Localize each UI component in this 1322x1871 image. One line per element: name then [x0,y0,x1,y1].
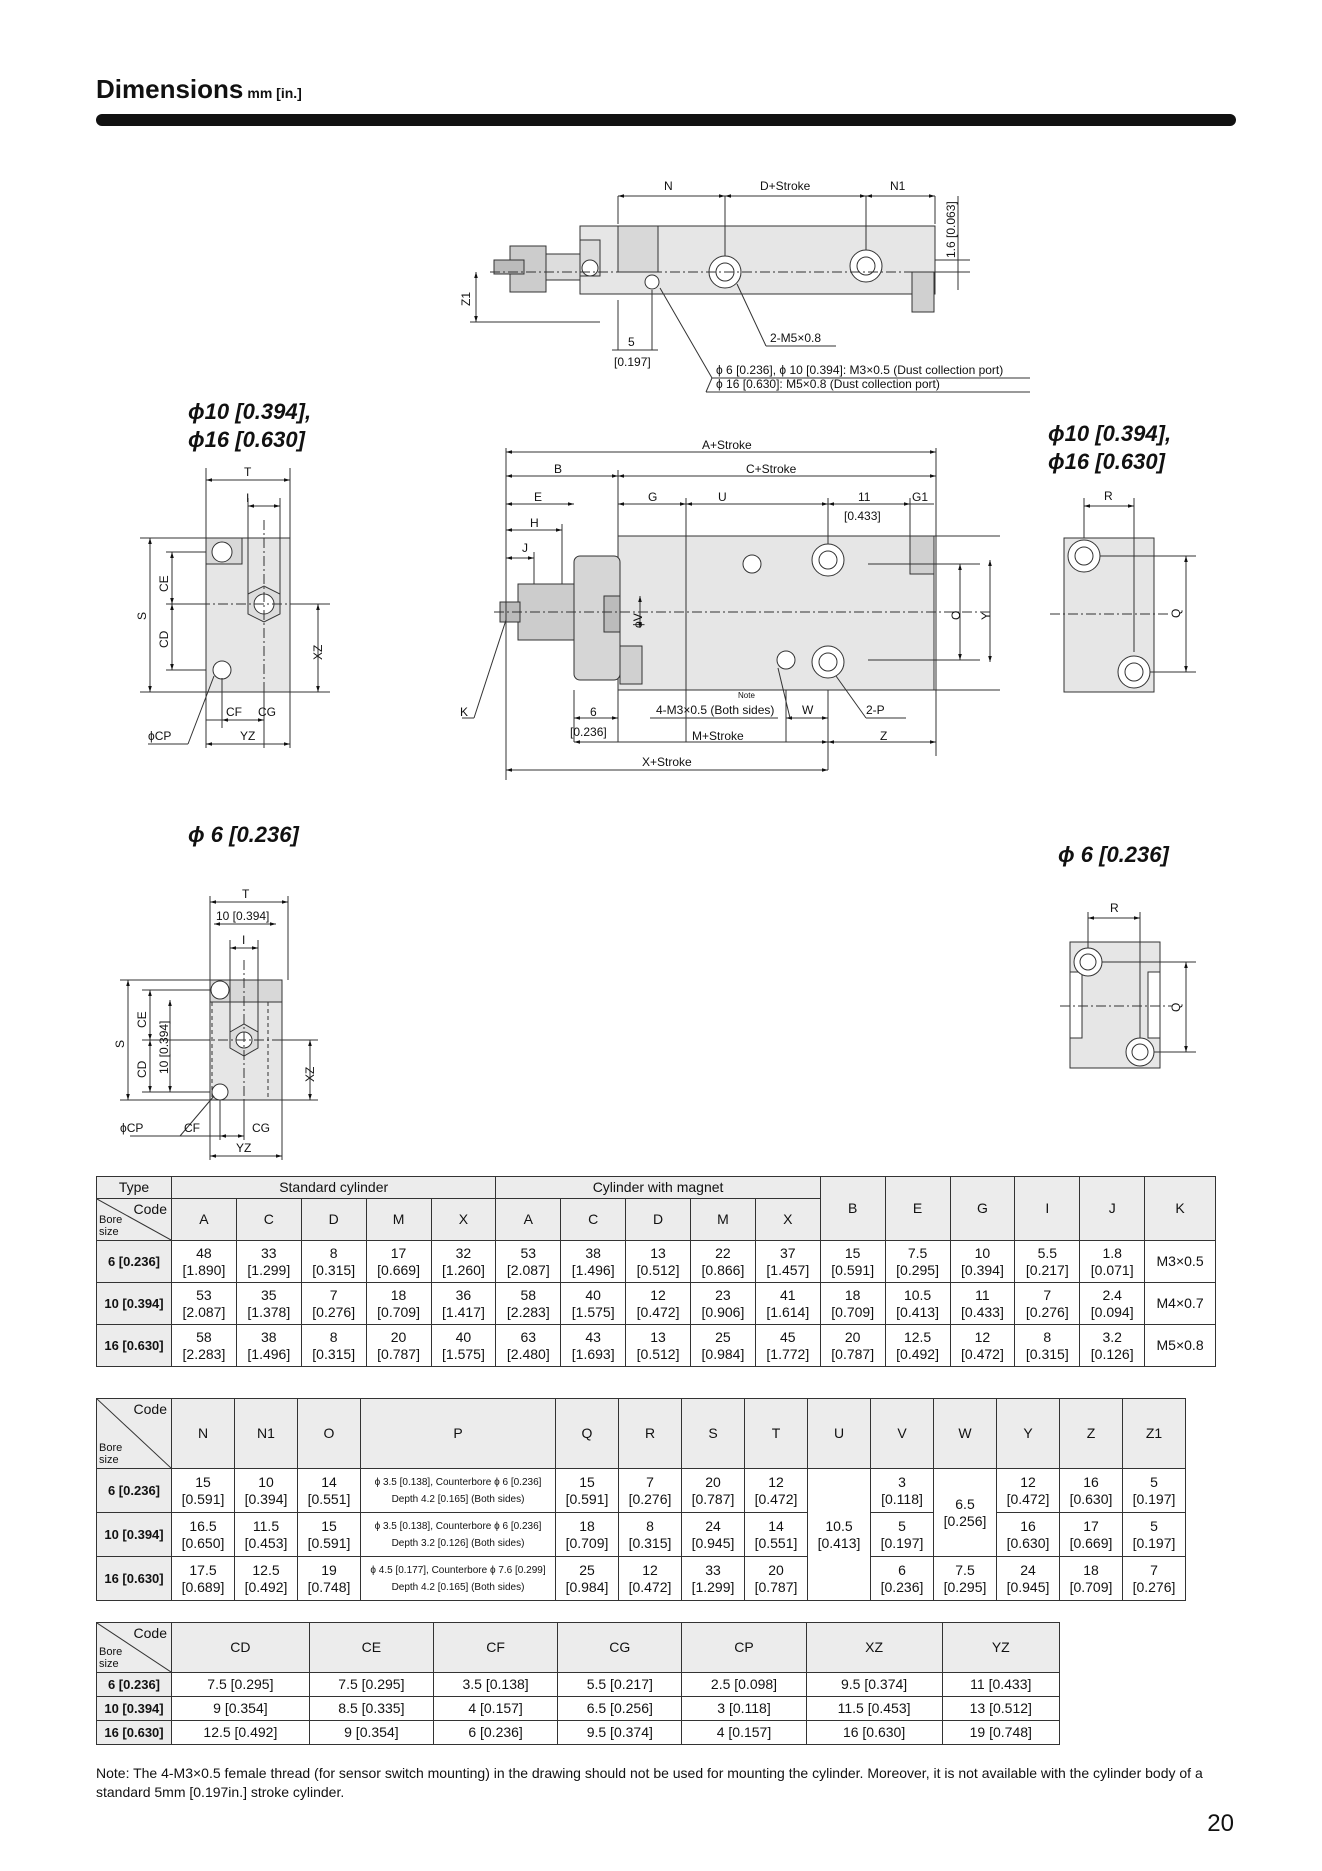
table-cell: 19 [0.748] [298,1557,361,1601]
table-cell: 12 [0.472] [619,1557,682,1601]
col-header-mag-D: D [626,1199,691,1241]
table-cell: 2.4 [0.094] [1080,1283,1145,1325]
table-cell: 45 [1.772] [755,1325,820,1367]
bore-size-cell: 6 [0.236] [97,1469,172,1513]
label-bore-6-left: ϕ 6 [0.236] [188,822,299,847]
dim-five: 5 [628,335,635,349]
col-header-Z: Z [1060,1399,1123,1469]
table-cell: 13 [0.512] [626,1325,691,1367]
dim-S-b6: S [113,1039,127,1048]
col-header-B: B [820,1177,885,1241]
bore-size-cell: 16 [0.630] [97,1721,172,1745]
table-cell: 41 [1.614] [755,1283,820,1325]
bore-size-cell: 6 [0.236] [97,1241,172,1283]
table-cell: 24 [0.945] [997,1557,1060,1601]
dim-CP-b6: ϕCP [120,1121,144,1135]
table-cell: 58 [2.283] [172,1325,237,1367]
dim-YZ-b6: YZ [236,1141,252,1155]
table-cell: ϕ 4.5 [0.177], Counterbore ϕ 7.6 [0.299] Depth 4.2 [0.165] (Both sides) [361,1557,556,1601]
table-cell: 17 [0.669] [366,1241,431,1283]
table1-body [97,1177,1216,1367]
dim-CF-b6: CF [184,1121,200,1135]
table-cell: 5 [0.197] [1123,1513,1186,1557]
col-header-R: R [619,1399,682,1469]
col-header-K: K [1145,1177,1216,1241]
right-side-drawing [1050,489,1196,692]
table-cell: 6 [0.236] [871,1557,934,1601]
dim-G1: G1 [912,490,929,504]
dim-1-6: 1.6 [0.063] [944,201,958,258]
table-cell: 3.5 [0.138] [433,1673,557,1697]
table-cell: 15 [0.591] [298,1513,361,1557]
table-cell: 20 [0.787] [366,1325,431,1367]
table-cell: 15 [0.591] [820,1241,885,1283]
title-unit: mm [in.] [247,85,302,101]
label-4-m3: 4-M3×0.5 (Both sides) [656,703,775,717]
table-cell: 10 [0.394] [950,1241,1015,1283]
dim-K: K [460,705,469,719]
table-cell: 58 [2.283] [496,1283,561,1325]
dim-6-in: [0.236] [570,725,607,739]
col-header-CE: CE [309,1623,433,1673]
table-cell: 38 [1.496] [236,1325,301,1367]
table-cell: 17 [0.669] [1060,1513,1123,1557]
table-cell: 17.5 [0.689] [172,1557,235,1601]
table-cell: 53 [2.087] [496,1241,561,1283]
dim-R-b6: R [1110,901,1119,915]
label-bore-10-16-left: ϕ10 [0.394], ϕ16 [0.630] [188,399,312,452]
table-row [97,1721,1060,1745]
table-row [97,1283,1216,1325]
table-row [97,1513,1186,1557]
code-label: Code [133,1401,167,1417]
dim-CD-b6: CD [135,1060,149,1078]
table-cell: 15 [0.591] [556,1469,619,1513]
table-cell: 4 [0.157] [682,1721,806,1745]
col-header-N1: N1 [235,1399,298,1469]
dim-R: R [1104,489,1113,503]
table-cell: 5.5 [0.217] [558,1673,682,1697]
magnet-cylinder-header: Cylinder with magnet [496,1177,820,1199]
col-header-YZ: YZ [942,1623,1059,1673]
dim-T-b6: T [242,887,250,901]
table-cell: 25 [0.984] [556,1557,619,1601]
col-header-mag-C: C [561,1199,626,1241]
table-cell: 7.5 [0.295] [309,1673,433,1697]
dimension-table-2 [96,1398,1186,1601]
label-dust-port-1: ϕ 6 [0.236], ϕ 10 [0.394]: M3×0.5 (Dust collection port) [716,363,1004,377]
table-cell: 20 [0.787] [682,1469,745,1513]
dim-N: N [664,179,673,193]
table-cell: 10.5 [0.413] [885,1283,950,1325]
dim-X-stroke: X+Stroke [642,755,692,769]
table-cell: M5×0.8 [1145,1325,1216,1367]
table-cell: 8 [0.315] [619,1513,682,1557]
col-header-CF: CF [433,1623,557,1673]
col-header-CP: CP [682,1623,806,1673]
table3-body [97,1623,1060,1745]
col-header-Y: Y [997,1399,1060,1469]
bore-size-cell: 10 [0.394] [97,1283,172,1325]
page-number: 20 [1207,1810,1234,1837]
table-row [97,1325,1216,1367]
col-header-I: I [1015,1177,1080,1241]
table-cell: 7.5 [0.295] [172,1673,310,1697]
table-cell: 8 [0.315] [301,1325,366,1367]
table-cell: 7.5 [0.295] [934,1557,997,1601]
table-cell: 12 [0.472] [997,1469,1060,1513]
col-header-std-X: X [431,1199,496,1241]
cell-U-merged: 10.5 [0.413] [808,1469,871,1601]
table-cell: 18 [0.709] [366,1283,431,1325]
table-cell: 11 [0.433] [950,1283,1015,1325]
table-cell: 22 [0.866] [691,1241,756,1283]
table-cell: 11.5 [0.453] [235,1513,298,1557]
table-cell: 1.8 [0.071] [1080,1241,1145,1283]
title-text: Dimensions [96,74,244,104]
dim-6: 6 [590,705,597,719]
label-note-small: Note [738,691,755,700]
dim-five-in: [0.197] [614,355,651,369]
col-header-mag-M: M [691,1199,756,1241]
dim-Q-b6: Q [1169,1002,1183,1012]
dim-N1: N1 [890,179,906,193]
table-cell: ϕ 3.5 [0.138], Counterbore ϕ 6 [0.236] Depth 3.2 [0.126] (Both sides) [361,1513,556,1557]
col-header-G: G [950,1177,1015,1241]
dim-E: E [534,490,543,504]
dim-W: W [802,703,814,717]
col-header-V: V [871,1399,934,1469]
table-cell: 9 [0.354] [309,1721,433,1745]
col-header-CD: CD [172,1623,310,1673]
table-cell: 13 [0.512] [942,1697,1059,1721]
dim-Q: Q [1169,608,1183,618]
table-cell: 12.5 [0.492] [172,1721,310,1745]
table-cell: 7.5 [0.295] [885,1241,950,1283]
label-2-m5: 2-M5×0.8 [770,331,822,345]
table-cell: 35 [1.378] [236,1283,301,1325]
top-view-drawing [459,179,1030,392]
bore-size-cell: 10 [0.394] [97,1697,172,1721]
table-cell: 8 [0.315] [1015,1325,1080,1367]
dim-CG: CG [258,705,276,719]
table-cell: 12 [0.472] [950,1325,1015,1367]
table-cell: 18 [0.709] [1060,1557,1123,1601]
table-cell: 37 [1.457] [755,1241,820,1283]
table-cell: 5.5 [0.217] [1015,1241,1080,1283]
table-cell: 8 [0.315] [301,1241,366,1283]
dim-CD: CD [157,630,171,648]
bore-size-cell: 10 [0.394] [97,1513,172,1557]
table-cell: 9.5 [0.374] [558,1721,682,1745]
table-cell: 6.5 [0.256] [558,1697,682,1721]
dim-Z: Z [880,729,888,743]
dim-Y: Y [979,611,993,620]
dim-T: T [244,465,252,479]
dimension-table-1 [96,1176,1216,1367]
table-cell: 9.5 [0.374] [806,1673,942,1697]
dim-CG-b6: CG [252,1121,270,1135]
table-cell: 38 [1.496] [561,1241,626,1283]
table-cell: 12.5 [0.492] [885,1325,950,1367]
bore-size-cell: 16 [0.630] [97,1325,172,1367]
table-cell: 16 [0.630] [1060,1469,1123,1513]
dim-M-stroke: M+Stroke [692,729,744,743]
table-cell: 63 [2.480] [496,1325,561,1367]
col-header-J: J [1080,1177,1145,1241]
table-row [97,1241,1216,1283]
dim-A-stroke: A+Stroke [702,438,752,452]
dim-CP: ϕCP [148,729,172,743]
table-cell: M4×0.7 [1145,1283,1216,1325]
table-cell: 3 [0.118] [871,1469,934,1513]
table-cell: 48 [1.890] [172,1241,237,1283]
table-cell: 7 [0.276] [1123,1557,1186,1601]
code-label: Code [133,1201,167,1217]
dim-Z1: Z1 [459,291,473,306]
bore-size-cell: 16 [0.630] [97,1557,172,1601]
col-header-std-C: C [236,1199,301,1241]
dim-10v-b6: 10 [0.394] [157,1020,171,1074]
col-header-N: N [172,1399,235,1469]
dim-CF: CF [226,705,242,719]
table-cell: M3×0.5 [1145,1241,1216,1283]
table-cell: 16 [0.630] [997,1513,1060,1557]
table-cell: 11 [0.433] [942,1673,1059,1697]
table-cell: 8.5 [0.335] [309,1697,433,1721]
standard-cylinder-header: Standard cylinder [172,1177,496,1199]
table-row [97,1557,1186,1601]
table-cell: 18 [0.709] [820,1283,885,1325]
table-cell: 33 [1.299] [682,1557,745,1601]
table-cell: 20 [0.787] [745,1557,808,1601]
dim-C-stroke: C+Stroke [746,462,797,476]
table-row [97,1673,1060,1697]
dim-10-b6: 10 [0.394] [216,909,270,923]
table-cell: 16 [0.630] [806,1721,942,1745]
table-cell: 9 [0.354] [172,1697,310,1721]
table-cell: 36 [1.417] [431,1283,496,1325]
left-side-drawing [135,465,330,748]
col-header-S: S [682,1399,745,1469]
dim-I-b6: I [242,933,246,947]
left-side-drawing-bore6 [113,887,318,1160]
dim-11: 11 [858,490,871,504]
table-cell: 3.2 [0.126] [1080,1325,1145,1367]
code-label: Code [133,1625,167,1641]
table-cell: 12 [0.472] [626,1283,691,1325]
dim-I: I [246,491,250,505]
col-header-W: W [934,1399,997,1469]
dim-D-stroke: D+Stroke [760,179,811,193]
type-header: Type [97,1177,172,1199]
col-header-mag-A: A [496,1199,561,1241]
table-cell: 3 [0.118] [682,1697,806,1721]
dim-XZ: XZ [311,644,325,660]
table-cell: 10 [0.394] [235,1469,298,1513]
table-cell: 7 [0.276] [301,1283,366,1325]
col-header-XZ: XZ [806,1623,942,1673]
table-cell: 4 [0.157] [433,1697,557,1721]
table-cell: 11.5 [0.453] [806,1697,942,1721]
table-cell: ϕ 3.5 [0.138], Counterbore ϕ 6 [0.236] Depth 4.2 [0.165] (Both sides) [361,1469,556,1513]
table-cell: 7 [0.276] [619,1469,682,1513]
table-cell: 25 [0.984] [691,1325,756,1367]
label-bore-10-16-right: ϕ10 [0.394], ϕ16 [0.630] [1048,421,1172,474]
label-dust-port-2: ϕ 16 [0.630]: M5×0.8 (Dust collection port) [716,377,940,391]
dim-V: ϕV [631,613,645,628]
table-cell: 18 [0.709] [556,1513,619,1557]
table-cell: 7 [0.276] [1015,1283,1080,1325]
col-header-CG: CG [558,1623,682,1673]
table-cell: 14 [0.551] [298,1469,361,1513]
dim-S: S [135,611,149,620]
code-bore-header [97,1399,172,1469]
cell-W-merged: 6.5 [0.256] [934,1469,997,1557]
dim-H: H [530,516,539,530]
col-header-std-D: D [301,1199,366,1241]
bore-size-label: Bore size [99,1646,123,1670]
table-cell: 12.5 [0.492] [235,1557,298,1601]
dim-J: J [522,541,528,555]
table-cell: 5 [0.197] [1123,1469,1186,1513]
dim-CE-b6: CE [135,1011,149,1028]
table-cell: 13 [0.512] [626,1241,691,1283]
dim-11-in: [0.433] [844,509,881,523]
col-header-U: U [808,1399,871,1469]
table-cell: 15 [0.591] [172,1469,235,1513]
dim-O: O [949,610,963,620]
table-cell: 14 [0.551] [745,1513,808,1557]
table-cell: 20 [0.787] [820,1325,885,1367]
code-bore-header [97,1199,172,1241]
dim-B: B [554,462,563,476]
table-row [97,1469,1186,1513]
bore-size-label: Bore size [99,1214,123,1238]
table-cell: 33 [1.299] [236,1241,301,1283]
col-header-Q: Q [556,1399,619,1469]
table-cell: 40 [1.575] [561,1283,626,1325]
right-side-drawing-bore6 [1060,901,1196,1068]
table-cell: 53 [2.087] [172,1283,237,1325]
col-header-Z1: Z1 [1123,1399,1186,1469]
label-bore-6-right: ϕ 6 [0.236] [1058,842,1169,867]
dim-CE: CE [157,575,171,592]
main-front-drawing [460,438,1000,780]
col-header-P: P [361,1399,556,1469]
table-cell: 5 [0.197] [871,1513,934,1557]
col-header-E: E [885,1177,950,1241]
table-cell: 2.5 [0.098] [682,1673,806,1697]
bore-size-cell: 6 [0.236] [97,1673,172,1697]
col-header-std-A: A [172,1199,237,1241]
col-header-O: O [298,1399,361,1469]
table-row [97,1697,1060,1721]
dimension-table-3 [96,1622,1060,1745]
table-cell: 12 [0.472] [745,1469,808,1513]
table-cell: 43 [1.693] [561,1325,626,1367]
table-cell: 16.5 [0.650] [172,1513,235,1557]
dim-G: G [648,490,658,504]
table-cell: 6 [0.236] [433,1721,557,1745]
code-bore-header [97,1623,172,1673]
col-header-mag-X: X [755,1199,820,1241]
table-cell: 23 [0.906] [691,1283,756,1325]
table2-body [97,1399,1186,1601]
col-header-std-M: M [366,1199,431,1241]
col-header-T: T [745,1399,808,1469]
table-cell: 32 [1.260] [431,1241,496,1283]
table-cell: 24 [0.945] [682,1513,745,1557]
dim-YZ: YZ [240,729,256,743]
bore-size-label: Bore size [99,1442,123,1466]
table-cell: 19 [0.748] [942,1721,1059,1745]
dim-XZ-b6: XZ [303,1066,317,1082]
table-cell: 40 [1.575] [431,1325,496,1367]
footnote: Note: The 4-M3×0.5 female thread (for sensor switch mounting) in the drawing should not be used for mounting the cylinder. Moreover, it is not available with the cylinder body of a standard 5mm [0.197in.] stroke cylinder. [96,1765,1203,1800]
label-2-P: 2-P [866,703,885,717]
dim-U: U [718,490,727,504]
